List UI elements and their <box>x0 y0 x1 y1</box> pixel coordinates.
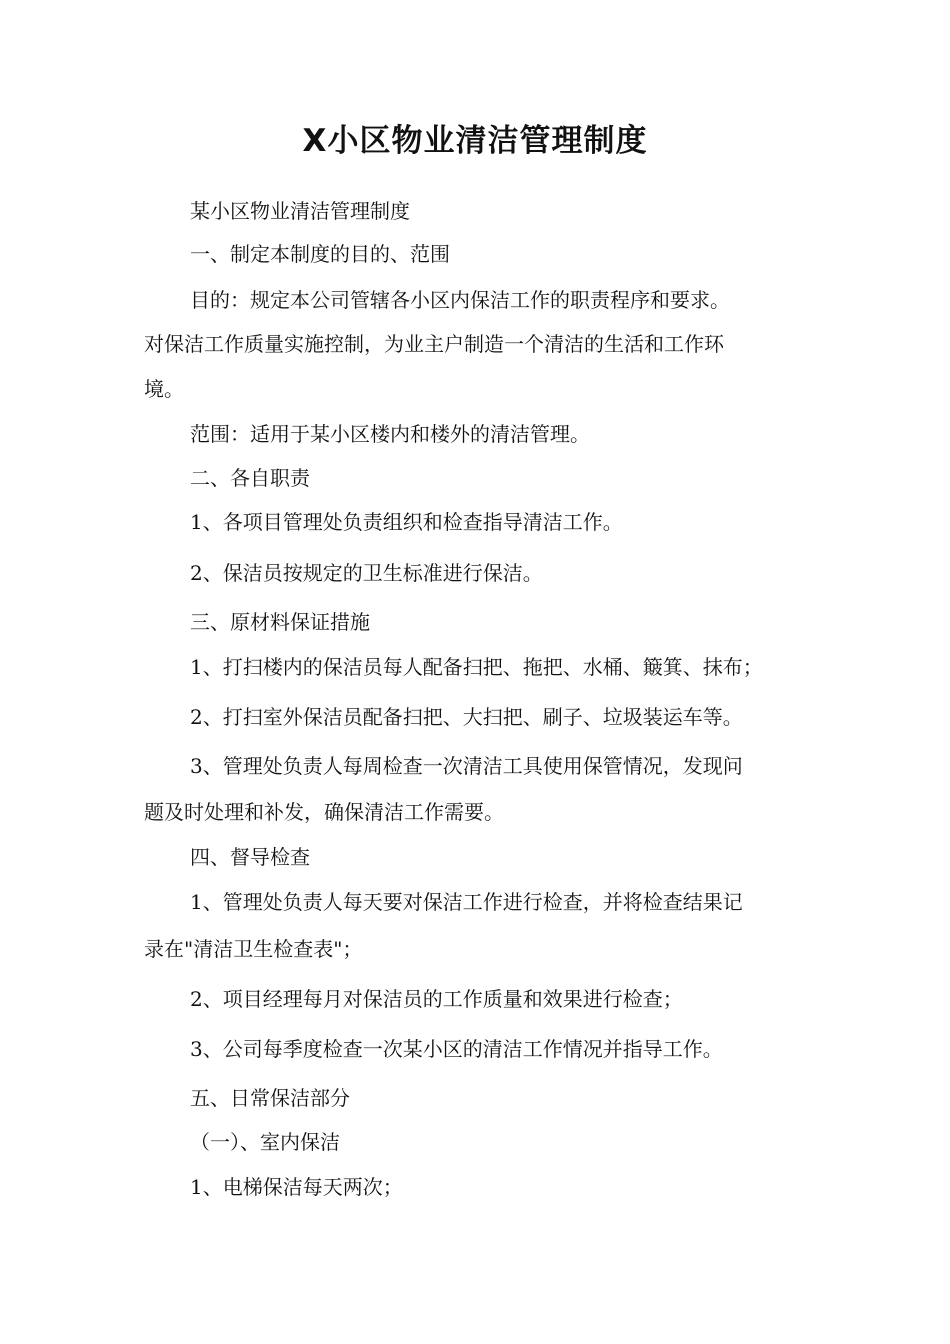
paragraph-line: 对保洁工作质量实施控制，为业主户制造一个清洁的生活和工作环 <box>144 332 724 356</box>
section-heading: 三、原材料保证措施 <box>190 610 370 634</box>
paragraph-line: 1、各项目管理处负责组织和检查指导清洁工作。 <box>190 510 623 534</box>
paragraph-line: 境。 <box>144 377 184 401</box>
paragraph-line: 题及时处理和补发，确保清洁工作需要。 <box>144 800 504 824</box>
paragraph-line: 录在"清洁卫生检查表"； <box>144 937 363 961</box>
paragraph-line: 某小区物业清洁管理制度 <box>190 199 410 223</box>
section-heading: 五、日常保洁部分 <box>190 1086 350 1110</box>
paragraph-line: 3、管理处负责人每周检查一次清洁工具使用保管情况，发现问 <box>190 754 743 778</box>
section-heading: 二、各自职责 <box>190 466 310 490</box>
paragraph-line: 2、保洁员按规定的卫生标准进行保洁。 <box>190 561 543 585</box>
paragraph-line: 目的：规定本公司管辖各小区内保洁工作的职责程序和要求。 <box>190 288 730 312</box>
paragraph-line: 1、打扫楼内的保洁员每人配备扫把、拖把、水桶、簸箕、抹布； <box>190 655 763 679</box>
section-heading: 一、制定本制度的目的、范围 <box>190 242 450 266</box>
paragraph-line: 3、公司每季度检查一次某小区的清洁工作情况并指导工作。 <box>190 1037 723 1061</box>
section-heading: 四、督导检查 <box>190 845 310 869</box>
paragraph-line: 1、管理处负责人每天要对保洁工作进行检查，并将检查结果记 <box>190 890 743 914</box>
document-title: X小区物业清洁管理制度 <box>302 123 648 159</box>
paragraph-line: 范围：适用于某小区楼内和楼外的清洁管理。 <box>190 422 590 446</box>
paragraph-line: 2、项目经理每月对保洁员的工作质量和效果进行检查； <box>190 987 683 1011</box>
subsection-heading: （一）、室内保洁 <box>190 1130 340 1154</box>
paragraph-line: 1、电梯保洁每天两次； <box>190 1175 403 1199</box>
paragraph-line: 2、打扫室外保洁员配备扫把、大扫把、刷子、垃圾装运车等。 <box>190 705 743 729</box>
